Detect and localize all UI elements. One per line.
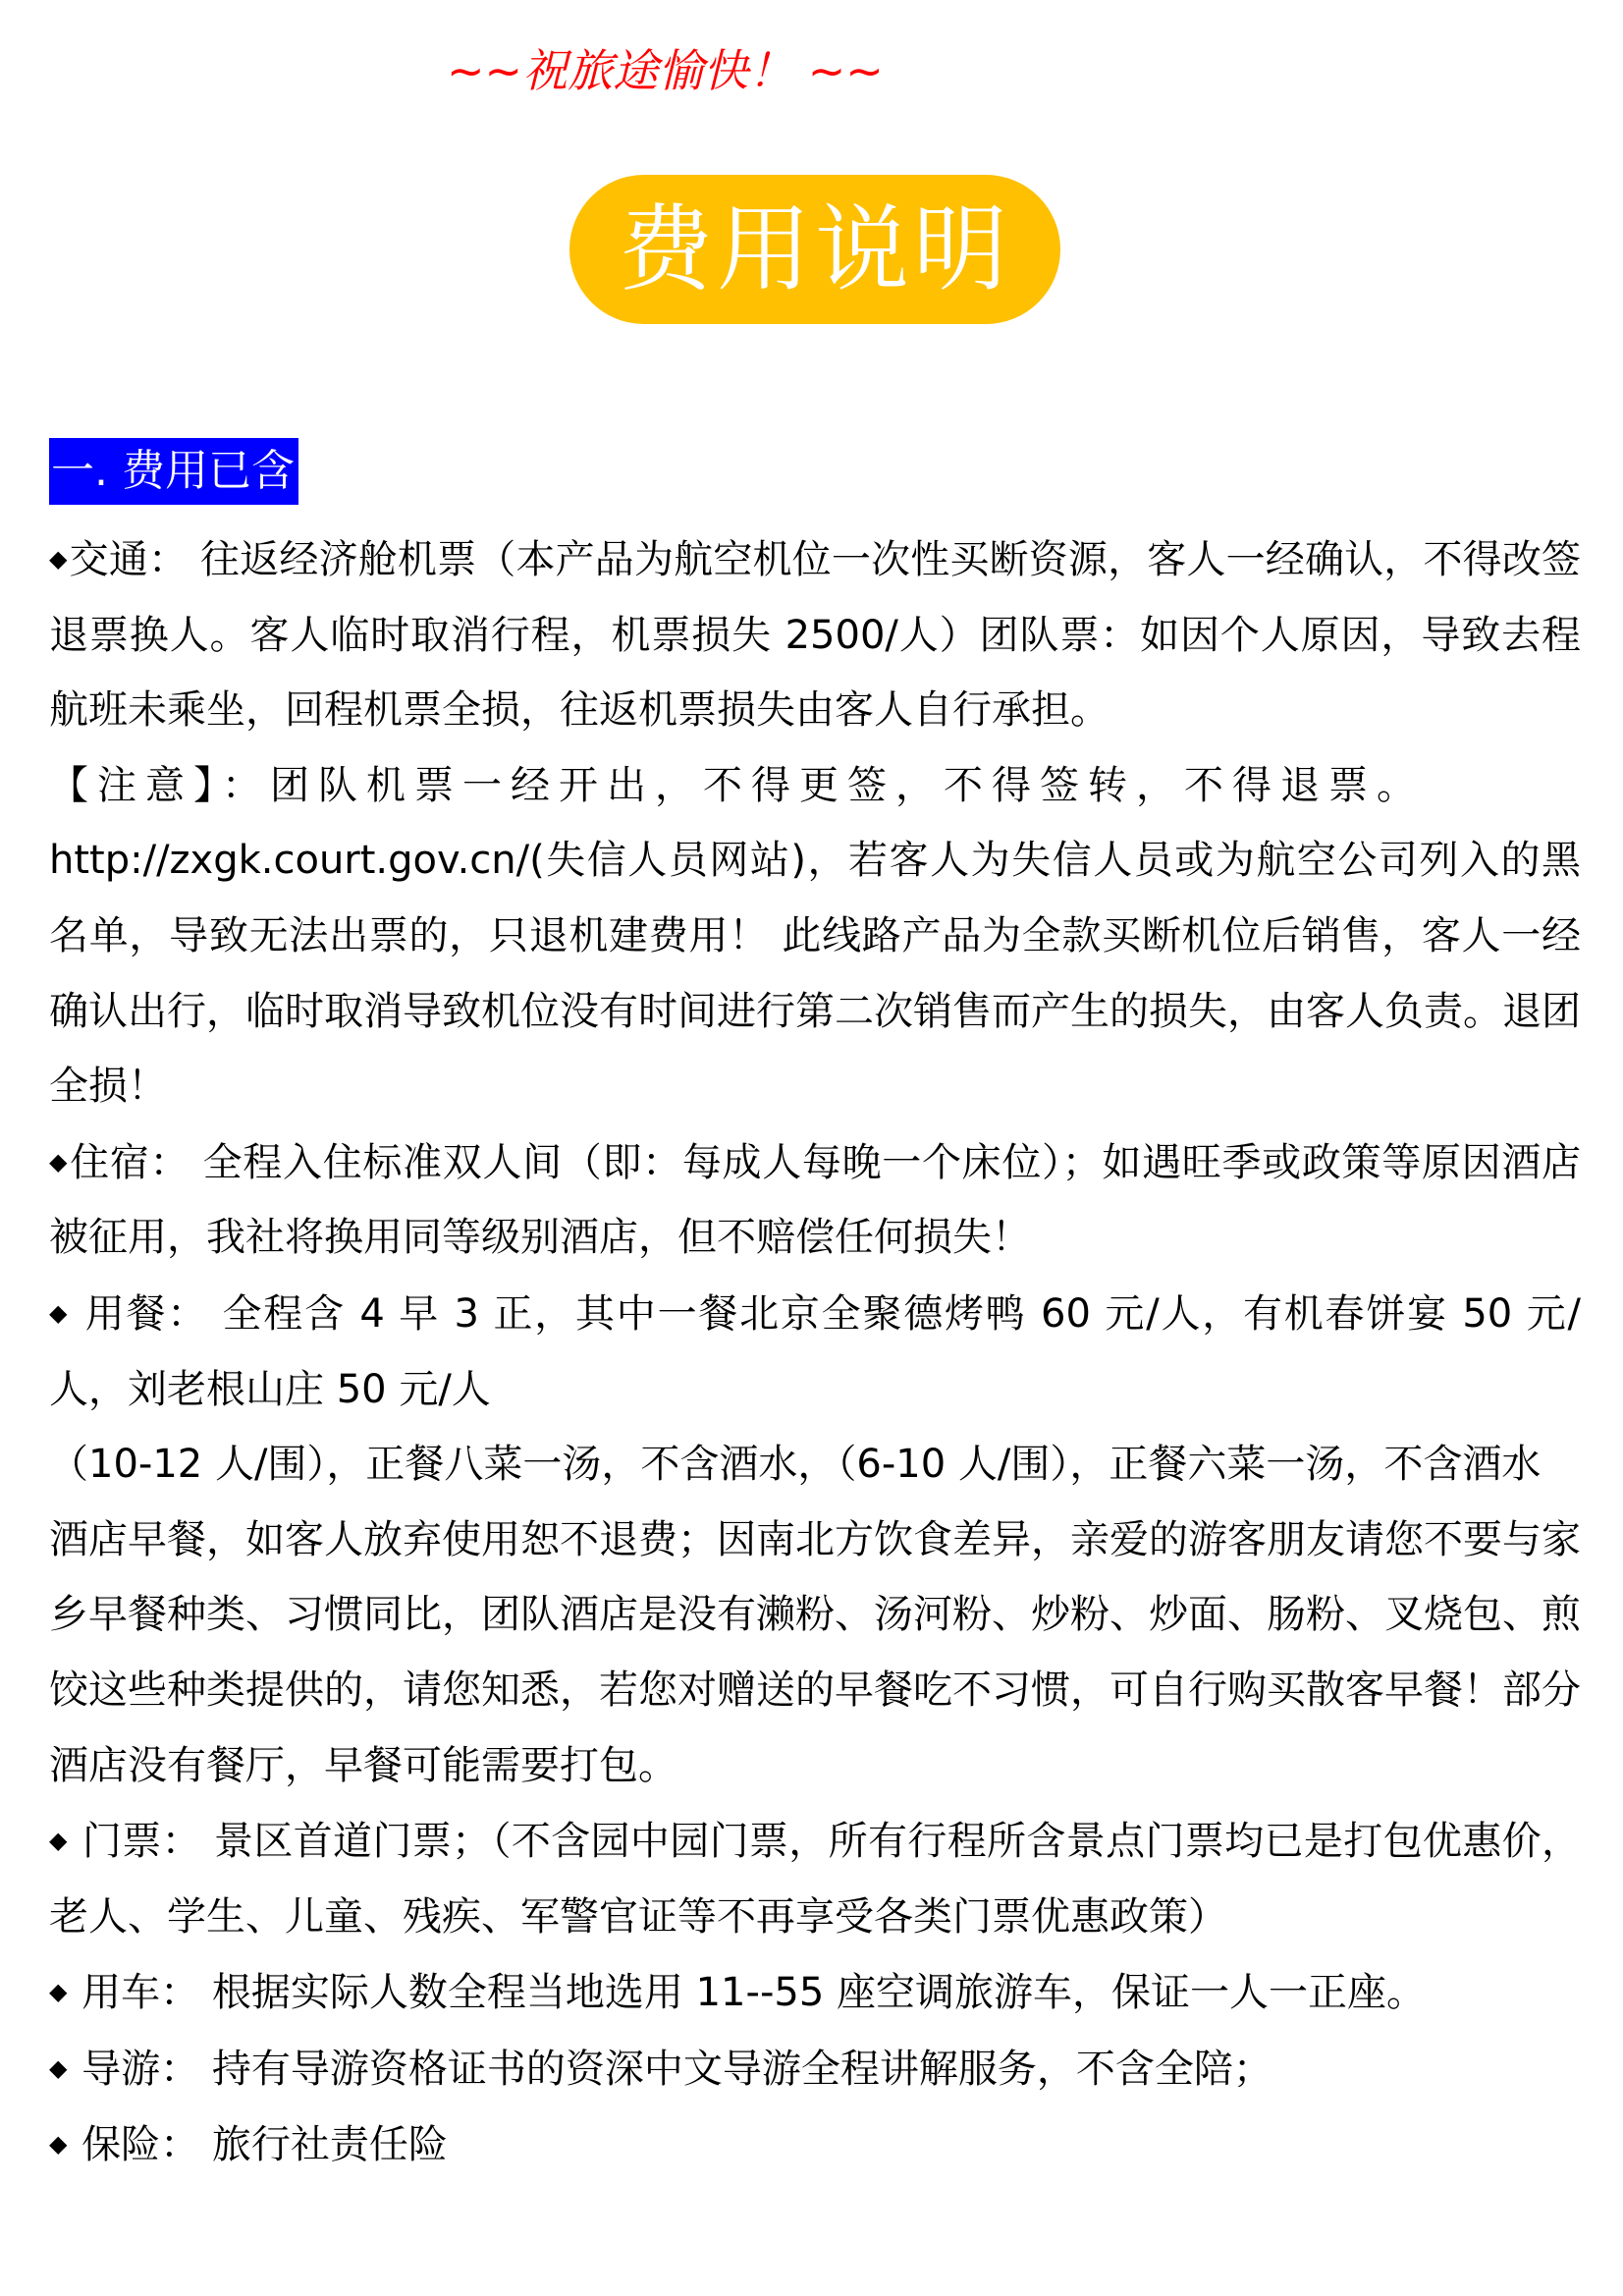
diamond-bullet-icon: ◆ — [49, 1147, 69, 1175]
diamond-bullet-icon: ◆ — [49, 1298, 70, 1327]
tickets-text: 门票： 景区首道门票；（不含园中园门票，所有行程所含景点门票均已是打包优惠价，老人、学生、儿童、残疾、军警官证等不再享受各类门票优惠政策） — [49, 1819, 1581, 1940]
tagline: ~~祝旅途愉快！ ~~ — [447, 44, 884, 97]
vehicle-text: 用车： 根据实际人数全程当地选用 11--55 座空调旅游车，保证一人一正座。 — [69, 1970, 1426, 2016]
item-breakfast: 酒店早餐，如客人放弃使用恕不退费；因南北方饮食差异，亲爱的游客朋友请您不要与家乡早餐种类、习惯同比，团队酒店是没有濑粉、汤河粉、炒粉、炒面、肠粉、叉烧包、煎饺这些种类提供的，请您知悉，若您对赠送的早餐吃不习惯，可自行购买散客早餐！部分酒店没有餐厅，早餐可能需要打包。 — [49, 1516, 1581, 1788]
page-title: 费用说明 — [619, 194, 1011, 304]
item-transport — [49, 521, 1581, 748]
diamond-bullet-icon: ◆ — [49, 545, 68, 573]
title-badge — [569, 175, 1060, 324]
diamond-bullet-icon: ◆ — [49, 1827, 68, 1855]
section-heading: 一. 费用已含 — [49, 438, 298, 505]
diamond-bullet-icon: ◆ — [49, 1978, 68, 2006]
diamond-bullet-icon: ◆ — [49, 2053, 68, 2082]
item-guide — [49, 2031, 1581, 2107]
item-notice: 【注意】：团队机票一经开出，不得更签，不得签转，不得退票。 — [49, 762, 1425, 808]
diamond-bullet-icon: ◆ — [49, 2130, 68, 2159]
item-meals-table: （10-12 人/围），正餐八菜一汤，不含酒水，（6-10 人/围），正餐六菜一汤，不含酒水 — [49, 1442, 1542, 1488]
item-lodging — [49, 1124, 1581, 1276]
item-tickets — [49, 1803, 1581, 1954]
fee-details — [49, 521, 1581, 2183]
insurance-text: 保险： 旅行社责任险 — [69, 2122, 448, 2168]
meals-text: 用餐： 全程含 4 早 3 正，其中一餐北京全聚德烤鸭 60 元/人，有机春饼宴 50 元/人，刘老根山庄 50 元/人 — [49, 1290, 1581, 1412]
item-meals — [49, 1276, 1581, 1427]
lodging-text: 住宿： 全程入住标准双人间（即：每成人每晚一个床位）；如遇旺季或政策等原因酒店被征用，我社将换用同等级别酒店，但不赔偿任何损失！ — [49, 1139, 1581, 1261]
item-vehicle — [49, 1954, 1581, 2031]
guide-text: 导游： 持有导游资格证书的资深中文导游全程讲解服务，不含全陪； — [69, 2046, 1272, 2092]
transport-text: 交通： 往返经济舱机票（本产品为航空机位一次性买断资源，客人一经确认，不得改签退票换人。客人临时取消行程，机票损失 2500/人）团队票：如因个人原因，导致去程航班未乘坐，回程机票全损，往返机票损失由客人自行承担。 — [49, 537, 1581, 734]
item-notice-detail: http://zxgk.court.gov.cn/(失信人员网站)，若客人为失信人员或为航空公司列入的黑名单，导致无法出票的，只退机建费用！ 此线路产品为全款买断机位后销售，客人一经确认出行，临时取消导致机位没有时间进行第二次销售而产生的损失，由客人负责。退团全损！ — [49, 838, 1581, 1110]
item-insurance — [49, 2106, 1581, 2183]
